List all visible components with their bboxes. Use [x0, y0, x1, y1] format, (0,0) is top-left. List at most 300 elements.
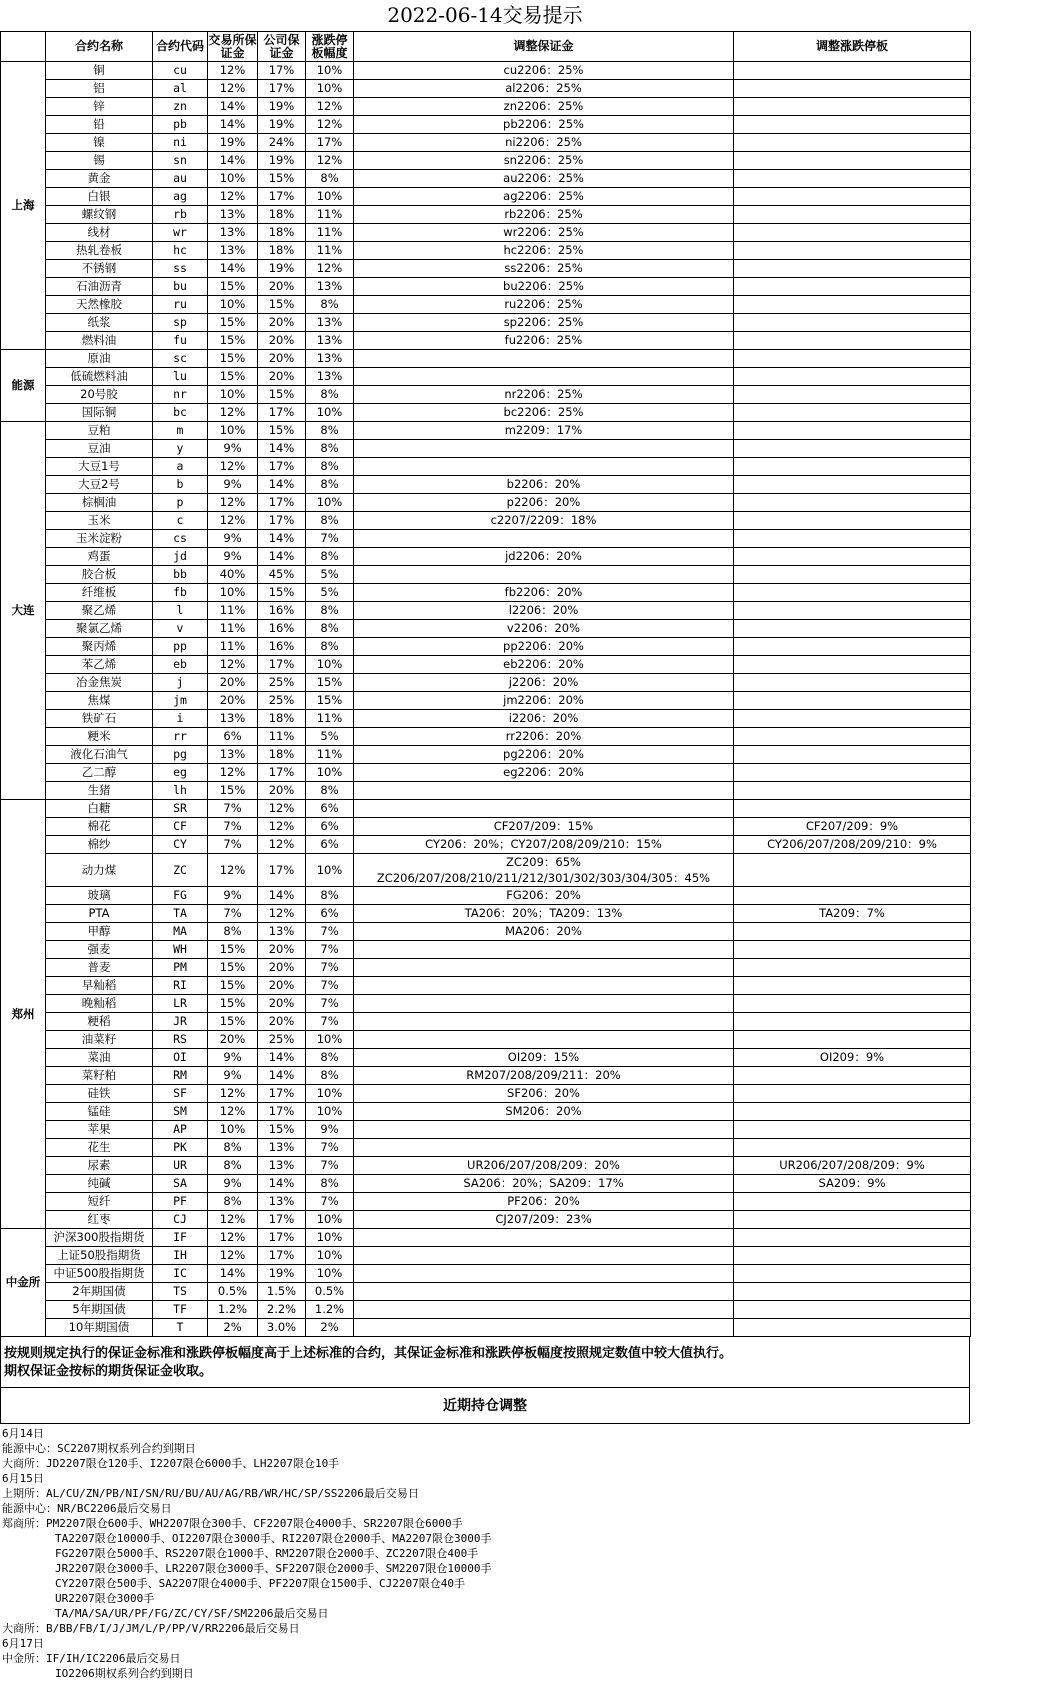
- exchange-margin-cell: 15%: [208, 782, 258, 800]
- price-limit-cell: 13%: [306, 314, 354, 332]
- company-margin-cell: 17%: [258, 854, 306, 887]
- exchange-margin-cell: 14%: [208, 1265, 258, 1283]
- contract-code-cell: lu: [153, 368, 208, 386]
- contract-code-cell: TF: [153, 1301, 208, 1319]
- exchange-margin-cell: 10%: [208, 422, 258, 440]
- table-row: [1, 1175, 971, 1193]
- company-margin-cell: 20%: [258, 995, 306, 1013]
- table-row: [1, 959, 971, 977]
- table-row: [1, 530, 971, 548]
- company-margin-cell: 18%: [258, 206, 306, 224]
- exchange-margin-cell: 7%: [208, 905, 258, 923]
- company-margin-cell: 12%: [258, 836, 306, 854]
- company-margin-cell: 16%: [258, 638, 306, 656]
- contract-name-cell: 早籼稻: [46, 977, 153, 995]
- adjusted-margin-cell: j2206：20%: [354, 674, 734, 692]
- adjusted-margin-cell: PF206：20%: [354, 1193, 734, 1211]
- header-exchange: [1, 32, 46, 62]
- exchange-margin-cell: 13%: [208, 710, 258, 728]
- exchange-margin-cell: 14%: [208, 152, 258, 170]
- recent-line: JR2207限仓3000手、LR2207限仓3000手、SF2207限仓2000手、SM2207限仓10000手: [2, 1562, 492, 1575]
- exchange-margin-cell: 12%: [208, 1085, 258, 1103]
- price-limit-cell: 5%: [306, 584, 354, 602]
- table-row: [1, 386, 971, 404]
- company-margin-cell: 19%: [258, 98, 306, 116]
- contract-code-cell: UR: [153, 1157, 208, 1175]
- adjusted-limit-cell: [734, 116, 971, 134]
- company-margin-cell: 17%: [258, 1103, 306, 1121]
- company-margin-cell: 14%: [258, 440, 306, 458]
- recent-line: 6月14日: [2, 1427, 44, 1440]
- adjusted-limit-cell: [734, 332, 971, 350]
- contract-name-cell: 大豆2号: [46, 476, 153, 494]
- contract-name-cell: 玉米: [46, 512, 153, 530]
- company-margin-cell: 14%: [258, 1175, 306, 1193]
- contract-name-cell: 白银: [46, 188, 153, 206]
- company-margin-cell: 14%: [258, 530, 306, 548]
- adjusted-margin-cell: ag2206：25%: [354, 188, 734, 206]
- contract-name-cell: 鸡蛋: [46, 548, 153, 566]
- company-margin-cell: 17%: [258, 458, 306, 476]
- adjusted-margin-cell: fb2206：20%: [354, 584, 734, 602]
- company-margin-cell: 13%: [258, 1193, 306, 1211]
- adjusted-limit-cell: [734, 977, 971, 995]
- adjusted-limit-cell: [734, 440, 971, 458]
- table-row: [1, 887, 971, 905]
- price-limit-cell: 7%: [306, 995, 354, 1013]
- contract-code-cell: au: [153, 170, 208, 188]
- exchange-margin-cell: 13%: [208, 242, 258, 260]
- contract-name-cell: 5年期国债: [46, 1301, 153, 1319]
- table-row: [1, 278, 971, 296]
- contract-code-cell: ru: [153, 296, 208, 314]
- contract-name-cell: 低硫燃料油: [46, 368, 153, 386]
- contract-name-cell: 热轧卷板: [46, 242, 153, 260]
- table-row: [1, 1013, 971, 1031]
- exchange-margin-cell: 20%: [208, 1031, 258, 1049]
- adjusted-limit-cell: OI209：9%: [734, 1049, 971, 1067]
- contract-name-cell: 硅铁: [46, 1085, 153, 1103]
- table-row: [1, 1265, 971, 1283]
- contract-code-cell: PM: [153, 959, 208, 977]
- price-limit-cell: 8%: [306, 458, 354, 476]
- price-limit-cell: 11%: [306, 206, 354, 224]
- exchange-margin-cell: 12%: [208, 404, 258, 422]
- contract-name-cell: 豆粕: [46, 422, 153, 440]
- adjusted-margin-cell: wr2206：25%: [354, 224, 734, 242]
- adjusted-limit-cell: [734, 458, 971, 476]
- company-margin-cell: 17%: [258, 188, 306, 206]
- company-margin-cell: 24%: [258, 134, 306, 152]
- recent-line: FG2207限仓5000手、RS2207限仓1000手、RM2207限仓2000手、ZC2207限仓400手: [2, 1547, 479, 1560]
- price-limit-cell: 12%: [306, 116, 354, 134]
- adjusted-margin-cell: [354, 1139, 734, 1157]
- adjusted-margin-cell: zn2206：25%: [354, 98, 734, 116]
- table-row: [1, 332, 971, 350]
- contract-name-cell: 苹果: [46, 1121, 153, 1139]
- company-margin-cell: 45%: [258, 566, 306, 584]
- adjusted-limit-cell: [734, 206, 971, 224]
- table-row: [1, 1211, 971, 1229]
- exchange-margin-cell: 13%: [208, 224, 258, 242]
- recent-line: 能源中心：NR/BC2206最后交易日: [2, 1502, 172, 1515]
- table-row: [1, 995, 971, 1013]
- adjusted-margin-cell: SF206：20%: [354, 1085, 734, 1103]
- table-row: [1, 1157, 971, 1175]
- adjusted-limit-cell: [734, 782, 971, 800]
- exchange-margin-cell: 12%: [208, 62, 258, 80]
- adjusted-margin-cell: [354, 941, 734, 959]
- recent-line: IO2206期权系列合约到期日: [2, 1667, 194, 1680]
- company-margin-cell: 15%: [258, 584, 306, 602]
- price-limit-cell: 10%: [306, 1265, 354, 1283]
- adjusted-margin-cell: ni2206：25%: [354, 134, 734, 152]
- price-limit-cell: 10%: [306, 764, 354, 782]
- exchange-margin-cell: 9%: [208, 887, 258, 905]
- contract-name-cell: 油菜籽: [46, 1031, 153, 1049]
- contract-name-cell: 菜油: [46, 1049, 153, 1067]
- recent-line: 能源中心：SC2207期权系列合约到期日: [2, 1442, 196, 1455]
- price-limit-cell: 10%: [306, 1085, 354, 1103]
- adjusted-margin-cell: [354, 1283, 734, 1301]
- price-limit-cell: 12%: [306, 152, 354, 170]
- table-row: [1, 440, 971, 458]
- adjusted-limit-cell: [734, 1319, 971, 1337]
- table-row: [1, 314, 971, 332]
- contract-code-cell: sn: [153, 152, 208, 170]
- contract-code-cell: SM: [153, 1103, 208, 1121]
- price-limit-cell: 10%: [306, 656, 354, 674]
- adjusted-margin-cell: [354, 1229, 734, 1247]
- table-row: [1, 941, 971, 959]
- contract-name-cell: 铜: [46, 62, 153, 80]
- price-limit-cell: 10%: [306, 854, 354, 887]
- adjusted-limit-cell: [734, 170, 971, 188]
- adjusted-limit-cell: [734, 1283, 971, 1301]
- contract-code-cell: RS: [153, 1031, 208, 1049]
- adjusted-margin-cell: CF207/209：15%: [354, 818, 734, 836]
- exchange-margin-cell: 10%: [208, 296, 258, 314]
- contract-name-cell: 粳稻: [46, 1013, 153, 1031]
- table-row: [1, 1067, 971, 1085]
- adjusted-margin-cell: UR206/207/208/209：20%: [354, 1157, 734, 1175]
- adjusted-margin-cell: ZC209：65% ZC206/207/208/210/211/212/301/302/303/304/305：45%: [354, 854, 734, 887]
- contract-code-cell: TA: [153, 905, 208, 923]
- company-margin-cell: 17%: [258, 1247, 306, 1265]
- table-header-row: [1, 32, 971, 62]
- table-row: [1, 242, 971, 260]
- page-title: 2022-06-14交易提示: [387, 3, 583, 27]
- company-margin-cell: 19%: [258, 1265, 306, 1283]
- table-row: [1, 923, 971, 941]
- adjusted-margin-cell: c2207/2209：18%: [354, 512, 734, 530]
- adjusted-limit-cell: [734, 242, 971, 260]
- adjusted-margin-cell: OI209：15%: [354, 1049, 734, 1067]
- contract-code-cell: SF: [153, 1085, 208, 1103]
- company-margin-cell: 17%: [258, 764, 306, 782]
- contract-name-cell: 胶合板: [46, 566, 153, 584]
- adjusted-margin-cell: [354, 350, 734, 368]
- adjusted-margin-cell: rr2206：20%: [354, 728, 734, 746]
- adjusted-limit-cell: [734, 422, 971, 440]
- exchange-margin-cell: 10%: [208, 386, 258, 404]
- price-limit-cell: 8%: [306, 422, 354, 440]
- contract-name-cell: 豆油: [46, 440, 153, 458]
- company-margin-cell: 14%: [258, 1067, 306, 1085]
- adjusted-margin-cell: [354, 458, 734, 476]
- contract-name-cell: 玉米淀粉: [46, 530, 153, 548]
- header-contract-code: 合约代码: [153, 32, 208, 62]
- adjusted-limit-cell: [734, 638, 971, 656]
- adjusted-limit-cell: [734, 620, 971, 638]
- exchange-margin-cell: 2%: [208, 1319, 258, 1337]
- contract-code-cell: pg: [153, 746, 208, 764]
- price-limit-cell: 8%: [306, 620, 354, 638]
- table-row: [1, 584, 971, 602]
- adjusted-limit-cell: [734, 887, 971, 905]
- contract-code-cell: RM: [153, 1067, 208, 1085]
- table-row: [1, 728, 971, 746]
- adjusted-margin-cell: [354, 1031, 734, 1049]
- adjusted-margin-cell: [354, 977, 734, 995]
- contract-code-cell: AP: [153, 1121, 208, 1139]
- exchange-margin-cell: 6%: [208, 728, 258, 746]
- table-row: [1, 188, 971, 206]
- price-limit-cell: 8%: [306, 296, 354, 314]
- adjusted-margin-cell: [354, 995, 734, 1013]
- contract-name-cell: 棉花: [46, 818, 153, 836]
- header-company-margin: 公司保证金: [258, 32, 306, 62]
- contract-name-cell: 不锈钢: [46, 260, 153, 278]
- table-row: [1, 404, 971, 422]
- exchange-cell: 郑州: [1, 800, 46, 1229]
- contract-code-cell: cu: [153, 62, 208, 80]
- company-margin-cell: 15%: [258, 422, 306, 440]
- adjusted-margin-cell: pg2206：20%: [354, 746, 734, 764]
- table-row: [1, 1121, 971, 1139]
- adjusted-margin-cell: [354, 530, 734, 548]
- company-margin-cell: 15%: [258, 386, 306, 404]
- price-limit-cell: 8%: [306, 782, 354, 800]
- company-margin-cell: 13%: [258, 1139, 306, 1157]
- exchange-margin-cell: 7%: [208, 800, 258, 818]
- adjusted-limit-cell: [734, 512, 971, 530]
- contract-code-cell: j: [153, 674, 208, 692]
- adjusted-margin-cell: CY206：20%；CY207/208/209/210：15%: [354, 836, 734, 854]
- table-row: [1, 422, 971, 440]
- table-row: [1, 1139, 971, 1157]
- contract-name-cell: 粳米: [46, 728, 153, 746]
- adjusted-limit-cell: [734, 566, 971, 584]
- exchange-margin-cell: 14%: [208, 98, 258, 116]
- exchange-margin-cell: 15%: [208, 278, 258, 296]
- contract-name-cell: 聚氯乙烯: [46, 620, 153, 638]
- adjusted-limit-cell: [734, 1031, 971, 1049]
- price-limit-cell: 6%: [306, 818, 354, 836]
- price-limit-cell: 10%: [306, 1247, 354, 1265]
- table-row: [1, 977, 971, 995]
- contract-name-cell: 短纤: [46, 1193, 153, 1211]
- company-margin-cell: 12%: [258, 818, 306, 836]
- contract-code-cell: bb: [153, 566, 208, 584]
- price-limit-cell: 8%: [306, 476, 354, 494]
- table-row: [1, 134, 971, 152]
- adjusted-limit-cell: CY206/207/208/209/210：9%: [734, 836, 971, 854]
- price-limit-cell: 5%: [306, 566, 354, 584]
- exchange-margin-cell: 13%: [208, 746, 258, 764]
- adjusted-limit-cell: [734, 278, 971, 296]
- price-limit-cell: 10%: [306, 1103, 354, 1121]
- contract-code-cell: JR: [153, 1013, 208, 1031]
- company-margin-cell: 12%: [258, 905, 306, 923]
- contract-name-cell: 10年期国债: [46, 1319, 153, 1337]
- contract-name-cell: 原油: [46, 350, 153, 368]
- price-limit-cell: 5%: [306, 728, 354, 746]
- exchange-margin-cell: 8%: [208, 923, 258, 941]
- exchange-margin-cell: 14%: [208, 116, 258, 134]
- exchange-margin-cell: 40%: [208, 566, 258, 584]
- company-margin-cell: 15%: [258, 170, 306, 188]
- contract-code-cell: IC: [153, 1265, 208, 1283]
- adjusted-margin-cell: cu2206：25%: [354, 62, 734, 80]
- table-row: [1, 602, 971, 620]
- contract-name-cell: 锡: [46, 152, 153, 170]
- contract-code-cell: eb: [153, 656, 208, 674]
- contract-code-cell: eg: [153, 764, 208, 782]
- contract-code-cell: IF: [153, 1229, 208, 1247]
- adjusted-margin-cell: hc2206：25%: [354, 242, 734, 260]
- price-limit-cell: 8%: [306, 548, 354, 566]
- adjusted-limit-cell: [734, 1193, 971, 1211]
- exchange-margin-cell: 12%: [208, 1103, 258, 1121]
- contract-name-cell: 晚籼稻: [46, 995, 153, 1013]
- adjusted-margin-cell: rb2206：25%: [354, 206, 734, 224]
- table-row: [1, 836, 971, 854]
- contract-name-cell: 玻璃: [46, 887, 153, 905]
- contract-name-cell: 冶金焦炭: [46, 674, 153, 692]
- exchange-margin-cell: 9%: [208, 440, 258, 458]
- company-margin-cell: 18%: [258, 242, 306, 260]
- price-limit-cell: 10%: [306, 494, 354, 512]
- table-row: [1, 1049, 971, 1067]
- exchange-margin-cell: 8%: [208, 1193, 258, 1211]
- adjusted-limit-cell: [734, 710, 971, 728]
- contract-code-cell: b: [153, 476, 208, 494]
- margin-table: [0, 31, 971, 1337]
- price-limit-cell: 12%: [306, 260, 354, 278]
- adjusted-margin-cell: sn2206：25%: [354, 152, 734, 170]
- adjusted-margin-cell: i2206：20%: [354, 710, 734, 728]
- rule-note: [0, 1337, 970, 1388]
- table-row: [1, 638, 971, 656]
- adjusted-margin-cell: jm2206：20%: [354, 692, 734, 710]
- contract-code-cell: a: [153, 458, 208, 476]
- contract-code-cell: wr: [153, 224, 208, 242]
- exchange-margin-cell: 19%: [208, 134, 258, 152]
- adjusted-limit-cell: [734, 923, 971, 941]
- contract-code-cell: cs: [153, 530, 208, 548]
- exchange-margin-cell: 12%: [208, 494, 258, 512]
- company-margin-cell: 19%: [258, 116, 306, 134]
- price-limit-cell: 6%: [306, 800, 354, 818]
- exchange-margin-cell: 8%: [208, 1157, 258, 1175]
- contract-code-cell: sp: [153, 314, 208, 332]
- contract-code-cell: m: [153, 422, 208, 440]
- contract-code-cell: lh: [153, 782, 208, 800]
- contract-name-cell: 石油沥青: [46, 278, 153, 296]
- company-margin-cell: 17%: [258, 80, 306, 98]
- contract-code-cell: pb: [153, 116, 208, 134]
- adjusted-limit-cell: [734, 350, 971, 368]
- adjusted-margin-cell: nr2206：25%: [354, 386, 734, 404]
- contract-code-cell: IH: [153, 1247, 208, 1265]
- contract-code-cell: bu: [153, 278, 208, 296]
- table-row: [1, 764, 971, 782]
- contract-name-cell: 棕榈油: [46, 494, 153, 512]
- contract-name-cell: 国际铜: [46, 404, 153, 422]
- contract-name-cell: 苯乙烯: [46, 656, 153, 674]
- adjusted-limit-cell: [734, 746, 971, 764]
- adjusted-margin-cell: [354, 782, 734, 800]
- exchange-margin-cell: 20%: [208, 674, 258, 692]
- price-limit-cell: 15%: [306, 674, 354, 692]
- price-limit-cell: 9%: [306, 1121, 354, 1139]
- company-margin-cell: 14%: [258, 1049, 306, 1067]
- contract-code-cell: CJ: [153, 1211, 208, 1229]
- table-row: [1, 296, 971, 314]
- adjusted-limit-cell: UR206/207/208/209：9%: [734, 1157, 971, 1175]
- header-adjusted-margin: 调整保证金: [354, 32, 734, 62]
- table-row: [1, 512, 971, 530]
- company-margin-cell: 19%: [258, 152, 306, 170]
- table-row: [1, 206, 971, 224]
- company-margin-cell: 17%: [258, 656, 306, 674]
- adjusted-limit-cell: [734, 959, 971, 977]
- exchange-margin-cell: 15%: [208, 332, 258, 350]
- adjusted-margin-cell: fu2206：25%: [354, 332, 734, 350]
- exchange-margin-cell: 12%: [208, 1211, 258, 1229]
- contract-name-cell: 铝: [46, 80, 153, 98]
- recent-line: 上期所：AL/CU/ZN/PB/NI/SN/RU/BU/AU/AG/RB/WR/HC/SP/SS2206最后交易日: [2, 1487, 419, 1500]
- contract-code-cell: CY: [153, 836, 208, 854]
- table-row: [1, 260, 971, 278]
- company-margin-cell: 3.0%: [258, 1319, 306, 1337]
- adjusted-limit-cell: [734, 386, 971, 404]
- exchange-margin-cell: 1.2%: [208, 1301, 258, 1319]
- price-limit-cell: 11%: [306, 242, 354, 260]
- header-adjusted-limit: 调整涨跌停板: [734, 32, 971, 62]
- price-limit-cell: 8%: [306, 1175, 354, 1193]
- contract-code-cell: zn: [153, 98, 208, 116]
- adjusted-limit-cell: [734, 1139, 971, 1157]
- adjusted-limit-cell: [734, 296, 971, 314]
- contract-code-cell: WH: [153, 941, 208, 959]
- company-margin-cell: 18%: [258, 224, 306, 242]
- exchange-margin-cell: 12%: [208, 764, 258, 782]
- exchange-margin-cell: 12%: [208, 656, 258, 674]
- contract-name-cell: 纤维板: [46, 584, 153, 602]
- adjusted-limit-cell: [734, 1103, 971, 1121]
- recent-line: UR2207限仓3000手: [2, 1592, 155, 1605]
- contract-name-cell: 螺纹钢: [46, 206, 153, 224]
- adjusted-margin-cell: ss2206：25%: [354, 260, 734, 278]
- table-row: [1, 62, 971, 80]
- company-margin-cell: 2.2%: [258, 1301, 306, 1319]
- contract-name-cell: 大豆1号: [46, 458, 153, 476]
- price-limit-cell: 15%: [306, 692, 354, 710]
- exchange-margin-cell: 9%: [208, 548, 258, 566]
- table-row: [1, 854, 971, 887]
